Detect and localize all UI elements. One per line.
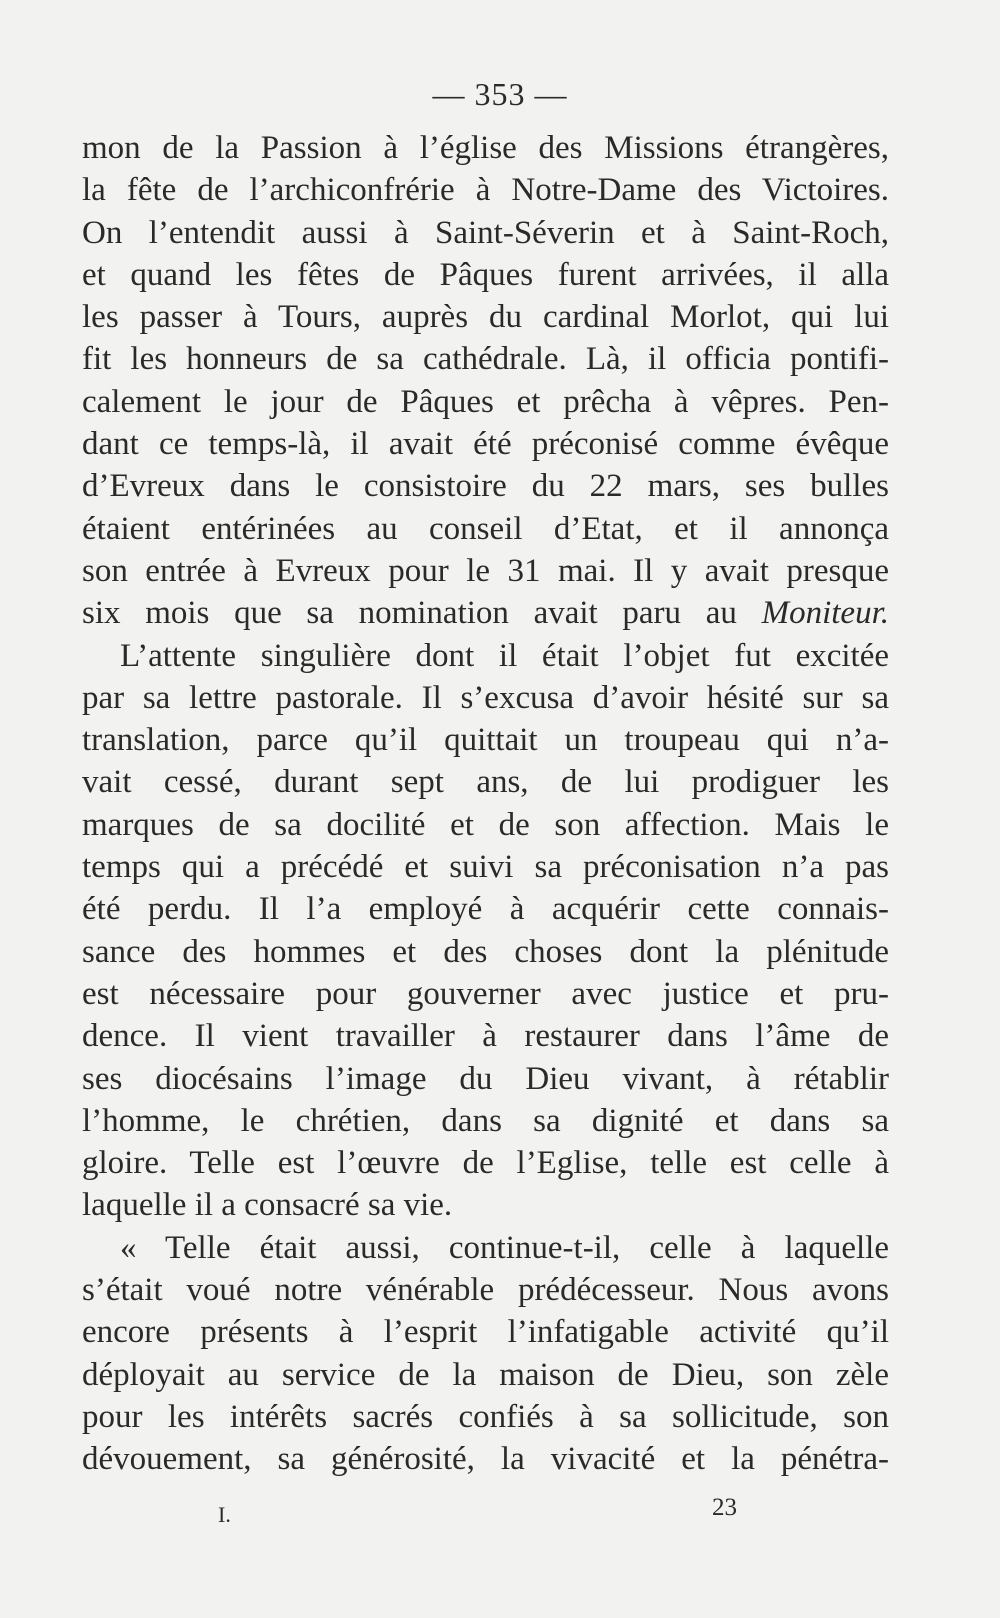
text-line: été perdu. Il l’a employé à acquérir cette connais- <box>82 891 889 928</box>
text-line: pour les intérêts sacrés confiés à sa sollicitude, son <box>82 1398 889 1435</box>
text-line: temps qui a précédé et suivi sa préconisation n’a pas <box>82 849 889 886</box>
text-line: son entrée à Evreux pour le 31 mai. Il y avait presque <box>82 552 889 589</box>
text-line: la fête de l’archiconfrérie à Notre-Dame des Victoires. <box>82 172 889 209</box>
text-line: d’Evreux dans le consistoire du 22 mars, ses bulles <box>82 468 889 505</box>
text-line: dant ce temps-là, il avait été préconisé comme évêque <box>82 426 889 463</box>
paragraph-end-line: laquelle il a consacré sa vie. <box>82 1187 453 1224</box>
text-line: par sa lettre pastorale. Il s’excusa d’avoir hésité sur sa <box>82 679 889 716</box>
text-line: l’homme, le chrétien, dans sa dignité et dans sa <box>82 1102 889 1139</box>
text-line: sance des hommes et des choses dont la plénitude <box>82 933 889 970</box>
text-line-with-italic <box>82 592 889 634</box>
text-line: dévouement, sa générosité, la vivacité et la pénétra- <box>82 1441 889 1478</box>
text-line: et quand les fêtes de Pâques furent arrivées, il alla <box>82 256 889 293</box>
text-line: étaient entérinées au conseil d’Etat, et il annonça <box>82 510 889 547</box>
italic-title: Moniteur. <box>761 595 889 632</box>
text-line: dence. Il vient travailler à restaurer dans l’âme de <box>82 1018 889 1055</box>
text-line: mon de la Passion à l’église des Missions étrangères, <box>82 130 889 166</box>
page-number: — 353 — <box>432 76 568 112</box>
text-line: les passer à Tours, auprès du cardinal Morlot, qui lui <box>82 299 889 336</box>
text-line: encore présents à l’esprit l’infatigable activité qu’il <box>82 1314 889 1351</box>
volume-mark: I. <box>218 1502 231 1527</box>
text-line: déployait au service de la maison de Dieu, son zèle <box>82 1356 889 1393</box>
text-line: fit les honneurs de sa cathédrale. Là, il officia pontifi- <box>82 341 889 378</box>
text-line: est nécessaire pour gouverner avec justice et pru- <box>82 975 889 1012</box>
text-line: On l’entendit aussi à Saint-Séverin et à Saint-Roch, <box>82 214 889 251</box>
text-line: translation, parce qu’il quittait un troupeau qui n’a- <box>82 722 889 759</box>
body-text <box>82 127 889 1481</box>
text-line: gloire. Telle est l’œuvre de l’Eglise, telle est celle à <box>82 1145 889 1182</box>
signature-mark: 23 <box>712 1494 737 1521</box>
text-line: s’était voué notre vénérable prédécesseur. Nous avons <box>82 1272 889 1309</box>
text-line: marques de sa docilité et de son affection. Mais le <box>82 806 889 843</box>
text-line: ses diocésains l’image du Dieu vivant, à rétablir <box>82 1060 889 1097</box>
text-line-part: six mois que sa nomination avait paru au <box>82 595 737 632</box>
paragraph-start-line: « Telle était aussi, continue-t-il, celle à laquelle <box>120 1229 889 1266</box>
text-line: vait cessé, durant sept ans, de lui prodiguer les <box>82 764 889 801</box>
paragraph-start-line: L’attente singulière dont il était l’objet fut excitée <box>120 637 889 674</box>
text-line: calement le jour de Pâques et prêcha à vêpres. Pen- <box>82 383 889 420</box>
